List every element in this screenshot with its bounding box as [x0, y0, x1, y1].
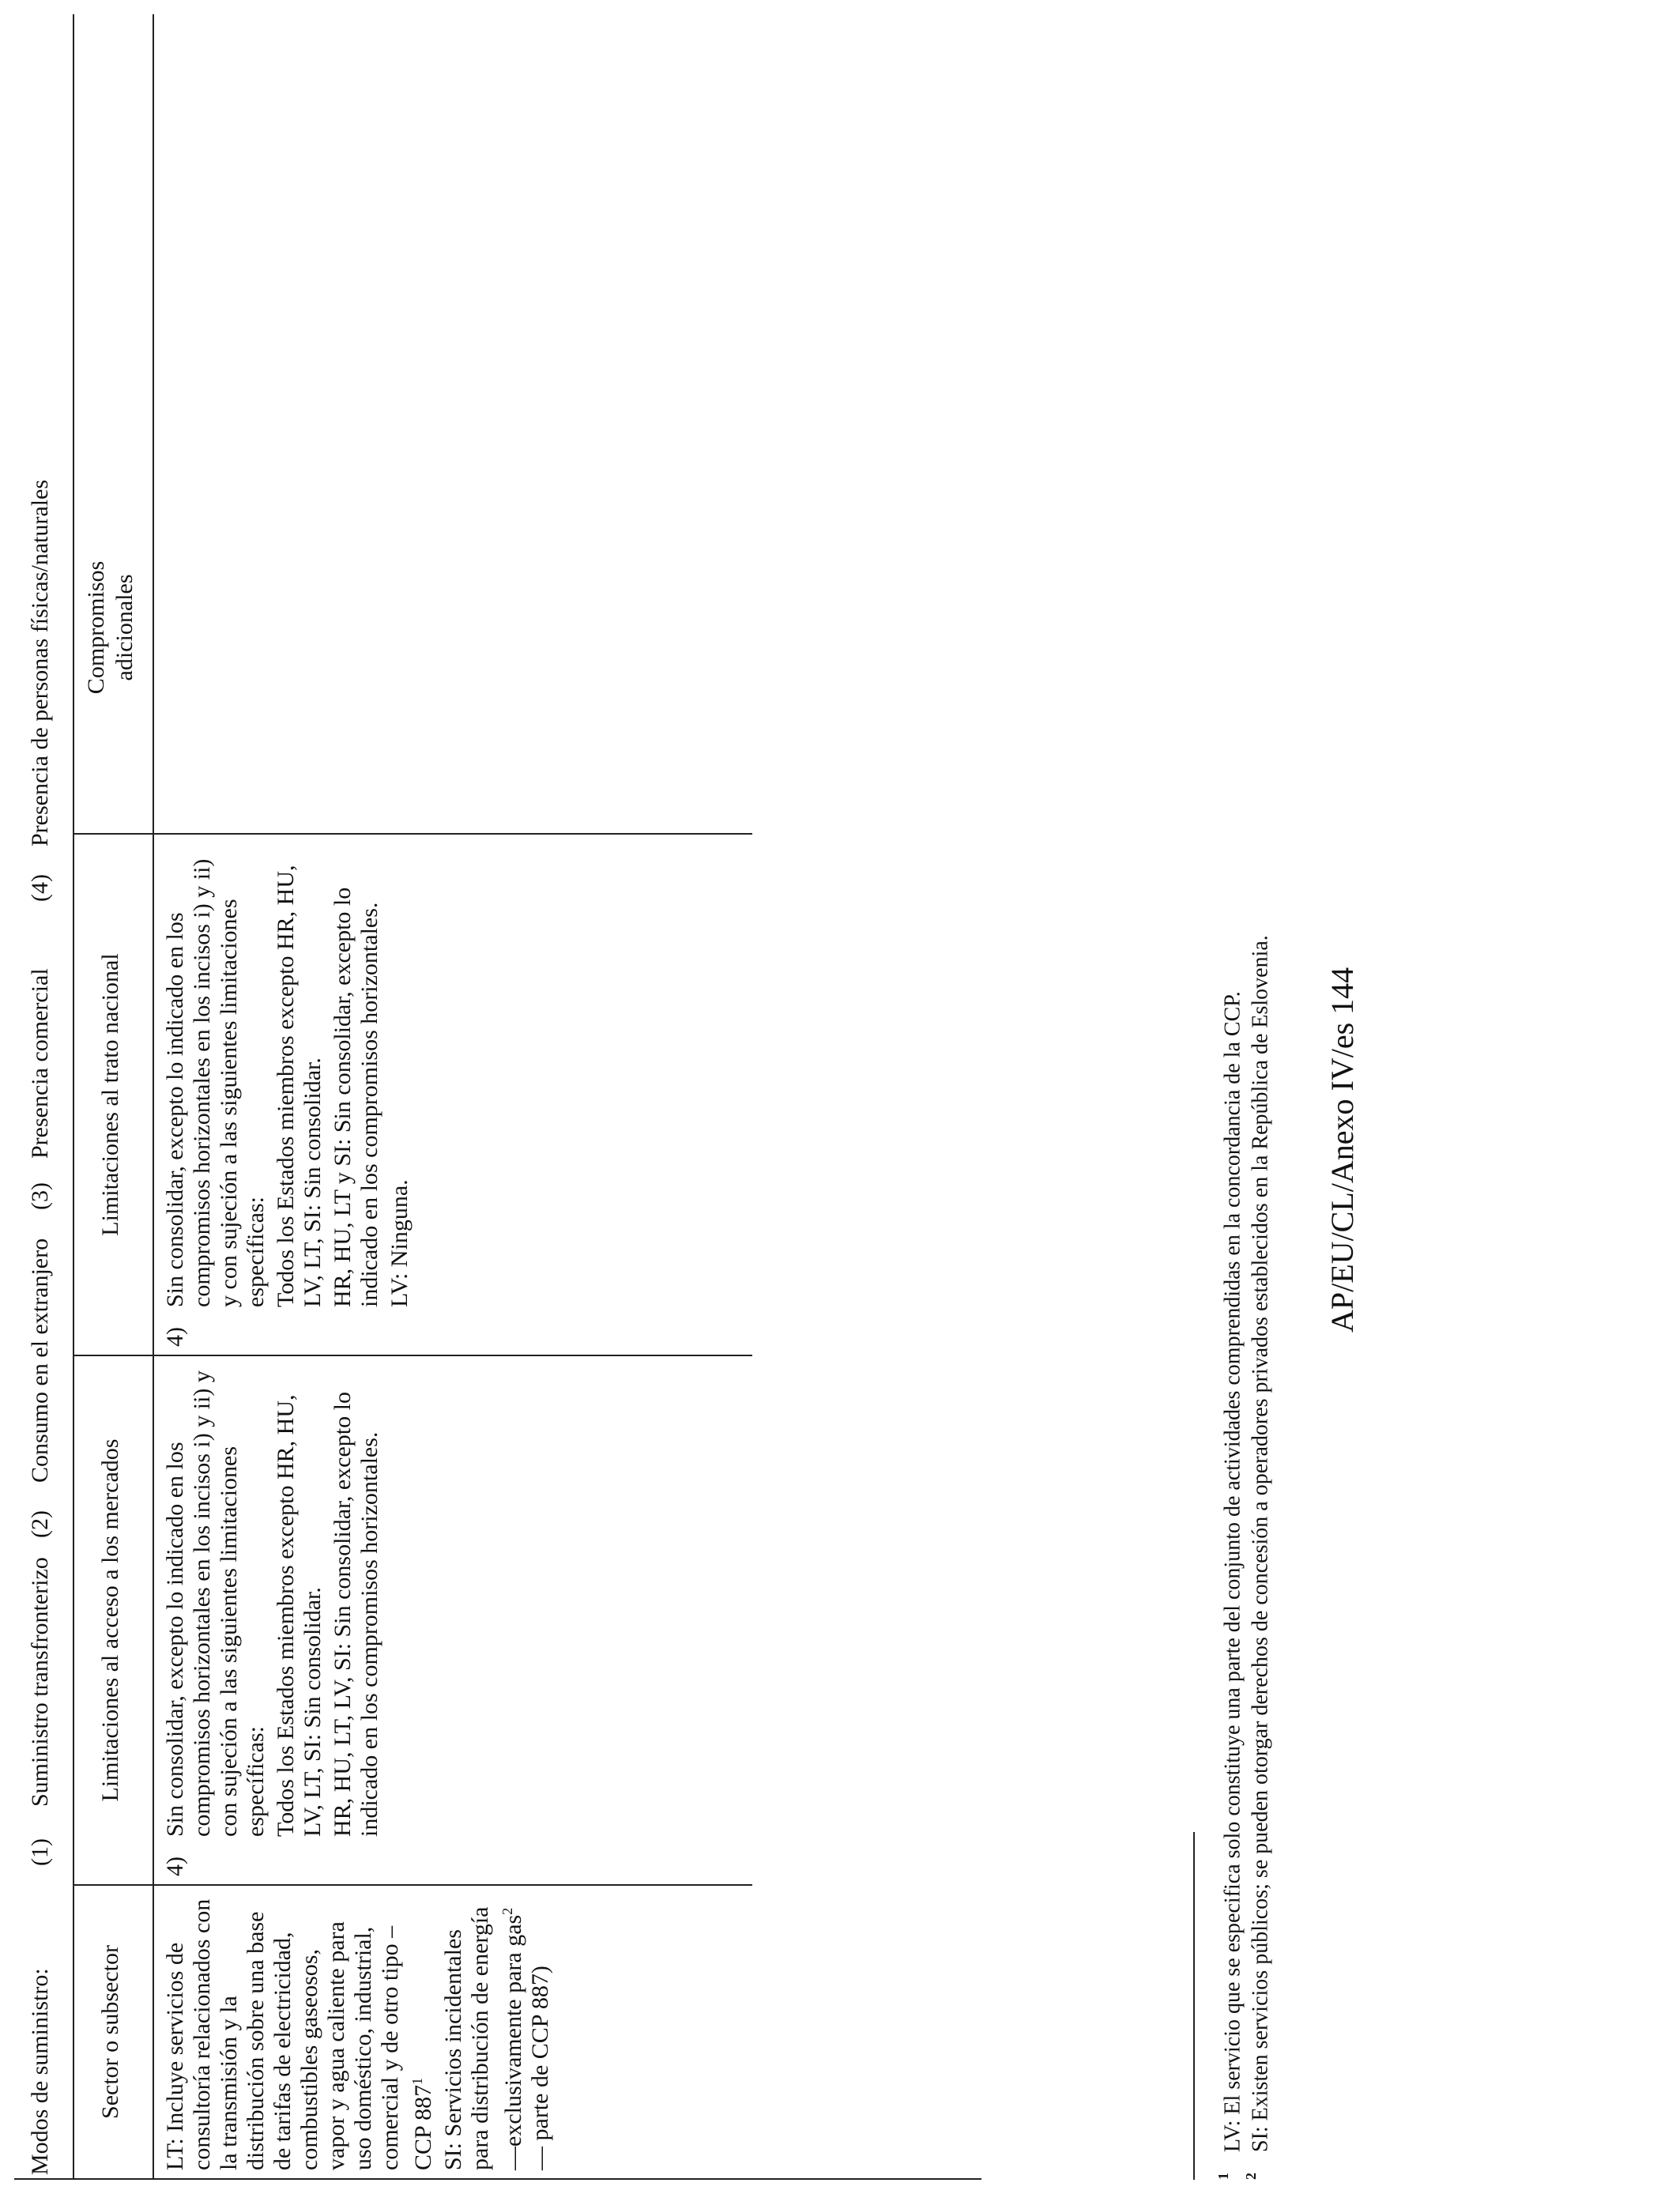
- document-reference: AP/EU/CL/Anexo IV/es 144: [1324, 967, 1360, 1333]
- mode-2-label: Consumo en el extranjero: [27, 1238, 53, 1483]
- footnote-2-number: 2: [1243, 2173, 1259, 2180]
- mode-1-number: (1): [27, 1838, 53, 1866]
- sector-si-body: SI: Servicios incidentales para distribución de energía —exclusivamente para gas: [440, 1906, 526, 2170]
- national-treatment-p2: Todos los Estados miembros excepto HR, HU, LV, LT, SI: Sin consolidar.: [273, 865, 326, 1307]
- column-divider-1: [73, 1884, 752, 1886]
- header-national-treatment: Limitaciones al trato nacional: [97, 953, 123, 1236]
- table-left-border: [73, 2178, 981, 2180]
- national-treatment-p4: LV: Ninguna.: [386, 1179, 412, 1307]
- national-treatment-mode-number: 4): [162, 1327, 188, 1347]
- header-sector: Sector o subsector: [97, 1945, 123, 2119]
- supply-modes-row: [14, 13, 73, 2180]
- market-access-p2: Todos los Estados miembros excepto HR, HU, LV, LT, SI: Sin consolidar.: [273, 1394, 326, 1837]
- mode-4-label: Presencia de personas físicas/naturales: [27, 480, 53, 846]
- footnote-ref-2: 2: [499, 1907, 515, 1915]
- sector-si-text: [440, 1892, 554, 2170]
- header-additional-commitments: [82, 422, 139, 833]
- header-bottom-border: [153, 14, 154, 2180]
- column-divider-3: [73, 833, 752, 835]
- sector-cell: [162, 1892, 557, 2170]
- column-divider-2: [73, 1355, 752, 1356]
- sector-lt-text: [162, 1892, 437, 2170]
- market-access-p3: HR, HU, LT, LV, SI: Sin consolidar, excepto lo indicado en los compromisos horizontales.: [330, 1392, 382, 1837]
- footnote-separator: [1193, 1832, 1195, 2180]
- market-access-mode-number: 4): [162, 1857, 188, 1876]
- footnote-1-number: 1: [1215, 2173, 1231, 2180]
- footnote-2: [1241, 935, 1274, 2180]
- mode-4-number: (4): [27, 874, 53, 902]
- additional-commitments-cell: [162, 430, 715, 825]
- market-access-p1: Sin consolidar, excepto lo indicado en los compromisos horizontales en los incisos i) y ii) y con sujeción a las siguientes limitaciones específicas:: [162, 1370, 269, 1837]
- mode-2-number: (2): [27, 1510, 53, 1538]
- footnote-2-text: SI: Existen servicios públicos; se pueden otorgar derechos de concesión a operadores privados establecidos en la República de Eslovenia.: [1248, 935, 1273, 2152]
- footnote-1-text: LV: El servicio que se especifica solo constituye una parte del conjunto de actividades comprendidas en la concordancia de la CCP.: [1220, 991, 1245, 2152]
- national-treatment-p3: HR, HU, LT y SI: Sin consolidar, excepto lo indicado en los compromisos horizontales.: [330, 887, 382, 1307]
- market-access-cell: [162, 1370, 386, 1837]
- supply-modes-label: Modos de suministro:: [27, 1968, 53, 2175]
- header-additional-line-1: Compromisos: [83, 560, 109, 695]
- header-market-access: Limitaciones al acceso a los mercados: [97, 1438, 123, 1802]
- mode-3-number: (3): [27, 1182, 53, 1210]
- sector-lt-body: LT: Incluye servicios de consultoría relacionados con la transmisión y la distribución sobre una base de tarifas de electricidad, combustibles gaseosos, vapor y agua caliente para uso doméstico, industrial, comercial y de otro tipo – CCP 887: [162, 1898, 436, 2170]
- mode-1-label: Suministro transfronterizo: [27, 1557, 53, 1807]
- footnote-ref-1: 1: [409, 2077, 425, 2085]
- sector-si-tail: — parte de CCP 887): [527, 1966, 553, 2170]
- table-top-border: [73, 14, 74, 2180]
- mode-3-label: Presencia comercial: [27, 968, 53, 1159]
- national-treatment-cell: [162, 849, 416, 1307]
- header-additional-line-2: adicionales: [111, 574, 137, 681]
- national-treatment-p1: Sin consolidar, excepto lo indicado en los compromisos horizontales en los incisos i) y ii) y con sujeción a las siguientes limitaciones específicas:: [162, 858, 269, 1307]
